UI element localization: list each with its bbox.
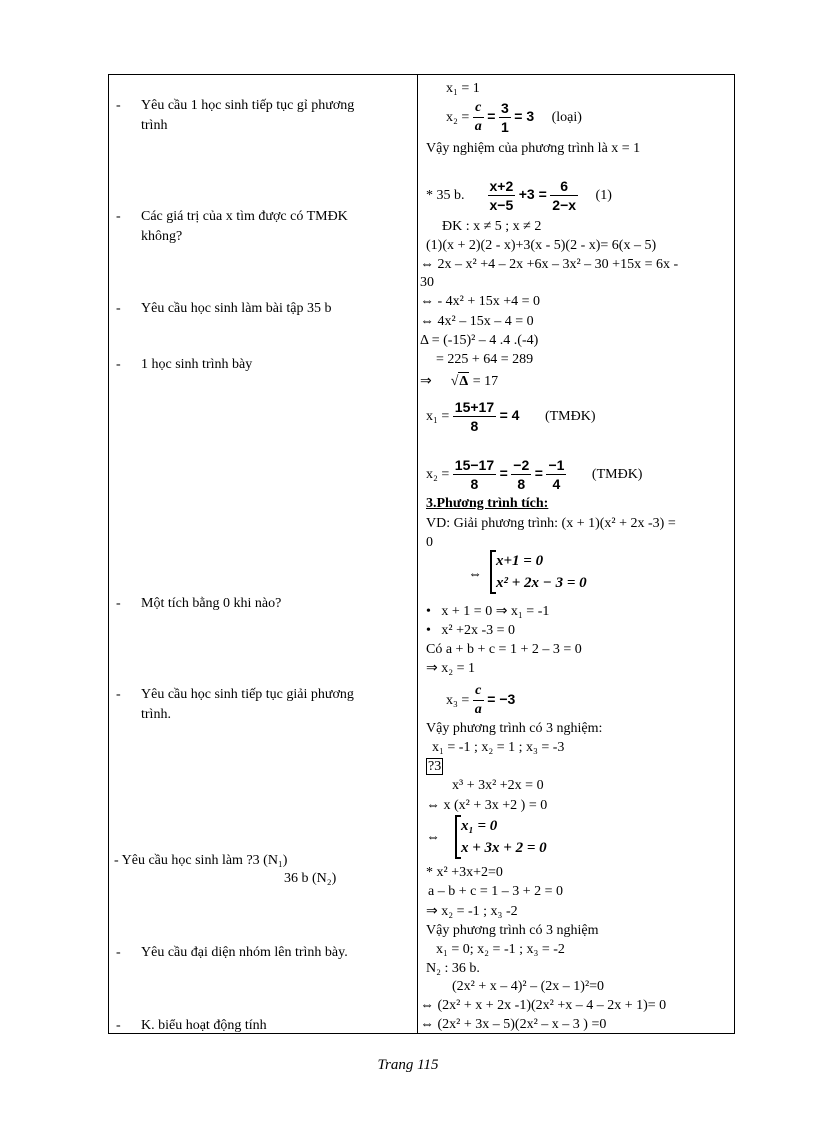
eq-x2-result: = 3 <box>514 108 535 124</box>
left-bullet-6: - <box>116 687 121 702</box>
roots-summary-1: x₁ = -1 ; x₂ = 1 ; x₃ = -3 <box>432 740 565 755</box>
left-question-6a: Yêu cầu học sinh tiếp tục giải phương <box>141 687 354 702</box>
left-question-7a: - Yêu cầu học sinh làm ?3 (N₁) <box>114 853 288 868</box>
system-1 <box>490 550 587 594</box>
left-question-1b: trình <box>141 118 168 133</box>
frac-3-1: $\frac{3}{1}$ <box>500 100 509 136</box>
n2-header: N₂ : 36 b. <box>426 961 480 976</box>
eq-x2-note: (loại) <box>551 110 582 125</box>
eq-x1: x₁ = 1 <box>446 81 480 96</box>
system-2 <box>455 815 547 859</box>
system-1-arrow: ⇔ <box>468 567 482 582</box>
n1-line-3: ⇒ x₂ = -1 ; x₃ -2 <box>426 904 518 919</box>
n2-line-2: ⇔ (2x² + x + 2x -1)(2x² +x – 4 – 2x + 1)= 0 <box>420 998 667 1013</box>
page-footer: Trang 115 <box>377 1057 439 1073</box>
frac-c-a: $\frac{c}{a}$ <box>474 100 482 135</box>
frac-x2-c: $\frac{-1}{4}$ <box>548 457 565 493</box>
sqrt-symbol: √Δ <box>450 374 469 389</box>
left-bullet-1: - <box>116 98 121 113</box>
left-question-5: Một tích bằng 0 khi nào? <box>141 596 282 611</box>
left-question-1a: Yêu cầu 1 học sinh tiếp tục gỉ phương <box>141 98 355 113</box>
left-bullet-2: - <box>116 209 121 224</box>
system-1-row-2: x² + 2x − 3 = 0 <box>496 575 587 591</box>
example-line-1: VD: Giải phương trình: (x + 1)(x² + 2x -3) = <box>426 516 676 531</box>
n1-line-5: x₁ = 0; x₂ = -1 ; x₃ = -2 <box>436 942 565 957</box>
root-x1: x₁ = $\frac{15+17}{8}$ = 4 (TMĐK) <box>426 399 596 435</box>
x2-result: ⇒ x₂ = 1 <box>426 661 476 676</box>
frac-x2-x5: $\frac{x+2}{x-5}$ <box>489 178 514 214</box>
n1-line-4: Vậy phương trình có 3 nghiệm <box>426 923 599 938</box>
left-bullet-4: - <box>116 357 121 372</box>
left-bullet-9: - <box>116 1018 121 1033</box>
left-question-2a: Các giá trị của x tìm được có TMĐK <box>141 209 348 224</box>
system-1-row-1: x+1 = 0 <box>496 553 544 569</box>
eq-step-4: ⇔ 4x² – 15x – 4 = 0 <box>420 314 534 329</box>
column-divider <box>417 74 418 1034</box>
system-2-row-1: x₁ = 0 <box>461 818 498 834</box>
eq-x2-line: x₂ = $\frac{c}{a}$ = $\frac{3}{1}$ = 3 (loại) <box>446 100 582 136</box>
exercise-35b: * 35 b. $\frac{x+2}{x-5}$ +3 = $\frac{6}{2-x}$ (1) <box>426 178 612 214</box>
left-bullet-8: - <box>116 945 121 960</box>
example-line-2: 0 <box>426 535 433 550</box>
left-question-7b: 36 b (N₂) <box>284 871 337 886</box>
bullet-p1: • x + 1 = 0 ⇒ x₁ = -1 <box>426 604 550 619</box>
left-question-9: K. biểu hoạt động tính <box>141 1018 267 1033</box>
sqrt-delta: ⇒ √Δ = 17 <box>420 374 499 389</box>
question-3-box: ?3 <box>428 759 442 774</box>
conclusion-1: Vậy nghiệm của phương trình là x = 1 <box>426 141 641 156</box>
n2-line-1: (2x² + x – 4)² – (2x – 1)²=0 <box>452 979 605 994</box>
condition: ĐK : x ≠ 5 ; x ≠ 2 <box>442 219 542 234</box>
left-question-3: Yêu cầu học sinh làm bài tập 35 b <box>141 301 332 316</box>
frac-6-2x: $\frac{6}{2-x}$ <box>552 178 577 214</box>
section-title-product-equation: 3.Phương trình tích: <box>426 496 549 511</box>
system-2-row-2: x + 3x + 2 = 0 <box>461 840 547 856</box>
frac-x2-a: $\frac{15-17}{8}$ <box>454 457 495 493</box>
eq-step-3: ⇔ - 4x² + 15x +4 = 0 <box>420 294 541 309</box>
n2-line-3: ⇔ (2x² + 3x – 5)(2x² – x – 3 ) =0 <box>420 1017 607 1032</box>
delta-1: Δ = (-15)² – 4 .4 .(-4) <box>420 333 539 348</box>
bullet-p2: • x² +2x -3 = 0 <box>426 623 516 638</box>
left-bullet-3: - <box>116 301 121 316</box>
n1-line-2: a – b + c = 1 – 3 + 2 = 0 <box>428 884 564 899</box>
q3-eq-1: x³ + 3x² +2x = 0 <box>452 778 544 793</box>
eq-step-2b: 30 <box>420 275 434 290</box>
q3-eq-2: ⇔ x (x² + 3x +2 ) = 0 <box>426 798 548 813</box>
eq-step-2: ⇔ 2x – x² +4 – 2x +6x – 3x² – 30 +15x = 6x - <box>420 257 679 272</box>
left-question-2b: không? <box>141 229 183 244</box>
x3-result: x₃ = $\frac{c}{a}$ = −3 <box>446 683 516 718</box>
eq-step-1: (1)(x + 2)(2 - x)+3(x - 5)(2 - x)= 6(x – 5) <box>426 238 657 253</box>
left-question-6b: trình. <box>141 707 171 722</box>
n1-line-1: * x² +3x+2=0 <box>426 865 503 880</box>
delta-2: = 225 + 64 = 289 <box>436 352 534 367</box>
sum-check: Có a + b + c = 1 + 2 – 3 = 0 <box>426 642 582 657</box>
left-question-8: Yêu cầu đại diện nhóm lên trình bày. <box>141 945 348 960</box>
frac-c-a-2: $\frac{c}{a}$ <box>474 683 482 718</box>
eq-x2-prefix: x₂ = <box>446 110 470 125</box>
root-x2: x₂ = $\frac{15-17}{8}$ = $\frac{-2}{8}$ = $\frac{-1}{4}$ (TMĐK) <box>426 457 643 493</box>
left-question-4: 1 học sinh trình bày <box>141 357 253 372</box>
frac-x1: $\frac{15+17}{8}$ <box>454 399 495 435</box>
conclusion-2: Vậy phương trình có 3 nghiệm: <box>426 721 603 736</box>
frac-x2-b: $\frac{-2}{8}$ <box>513 457 530 493</box>
system-2-arrow: ⇔ <box>426 830 440 845</box>
left-bullet-5: - <box>116 596 121 611</box>
